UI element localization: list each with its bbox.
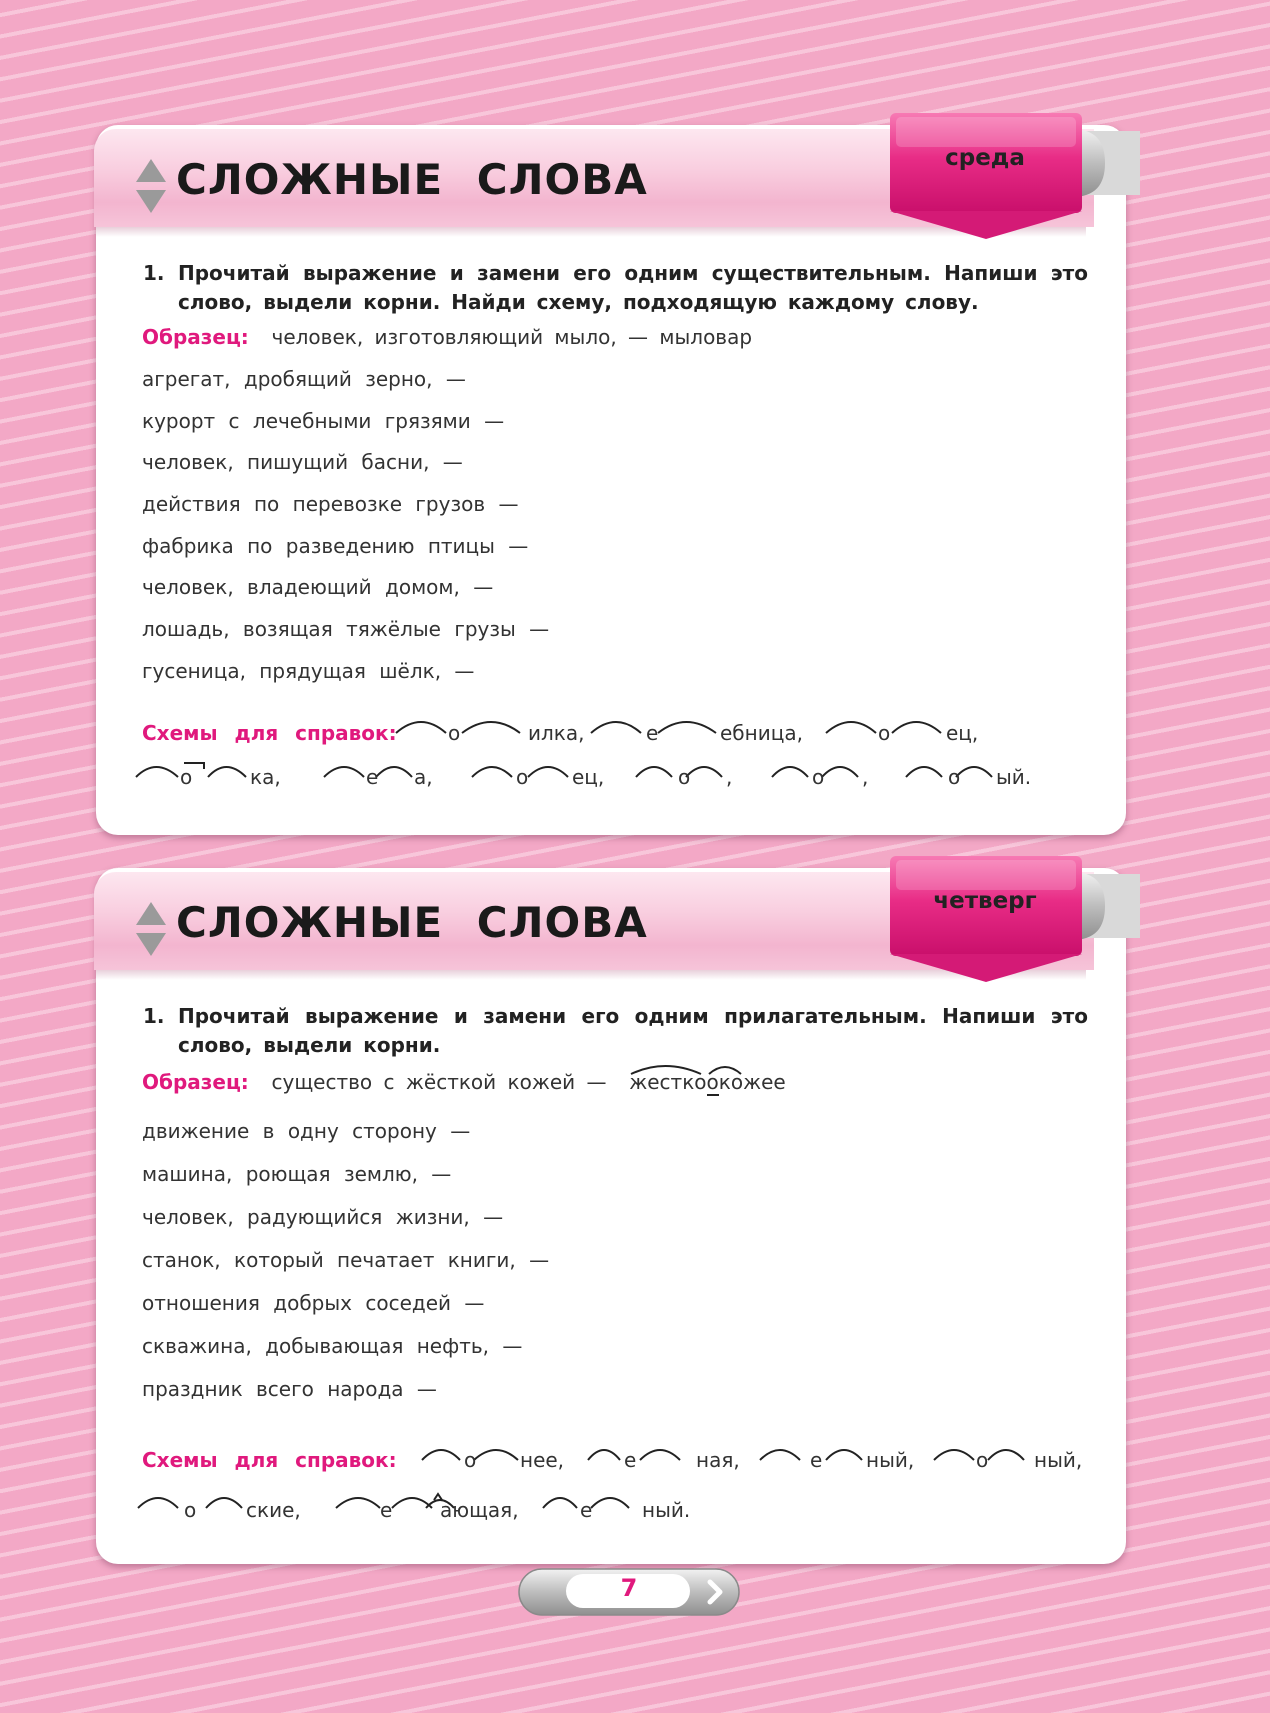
answer-row[interactable]: скважина, добывающая нефть, — [142, 1334, 523, 1358]
sample-label: Образец: [142, 1070, 249, 1094]
section-title: СЛОЖНЫЕ СЛОВА [176, 155, 648, 204]
answer-row[interactable]: движение в одну сторону — [142, 1119, 471, 1143]
task-instruction: 1. Прочитай выражение и замени его одним существительным. Напиши это слово, выдели корни. Найди схему, подходящую каждому слову. [143, 261, 1088, 314]
sample-line [142, 319, 752, 349]
day-tab [890, 856, 1140, 996]
answer-row[interactable]: человек, владеющий домом, — [142, 575, 494, 599]
answer-row[interactable]: человек, радующийся жизни, — [142, 1205, 504, 1229]
answer-row[interactable]: машина, роющая землю, — [142, 1162, 452, 1186]
day-tab [890, 113, 1140, 253]
answer-row[interactable]: станок, который печатает книги, — [142, 1248, 550, 1272]
schemes-label: Схемы для справок: [142, 1448, 397, 1472]
answer-row[interactable]: человек, пишущий басни, — [142, 450, 463, 474]
pencil-tab-icon [890, 856, 1140, 996]
exercise-card-thursday: СЛОЖНЫЕ СЛОВА четверг 1. Прочитай выражение и замени его одним прилагательным. Напиши это слово, выдели корни. Образец: существо с жёсткой кожей — жесткоокожее движение в одну сторону — машина, роющая землю, — человек, радующийся жизни, — станок, который печатает книги, — отношения добрых соседей — скважина, добывающая нефть, — праздник всего народа — Схемы для справок: о нее, е ная, е ный, о ный, о ские, е ающая, е ный. [96, 868, 1126, 1564]
pencil-tab-icon [890, 113, 1140, 253]
answer-row[interactable]: лошадь, возящая тяжёлые грузы — [142, 617, 550, 641]
answer-row[interactable]: фабрика по разведению птицы — [142, 534, 529, 558]
answer-row[interactable]: действия по перевозке грузов — [142, 492, 519, 516]
sample-text: человек, изготовляющий мыло, — мыловар [271, 325, 753, 349]
morpheme-arcs-icon [96, 1434, 1126, 1544]
schemes-label: Схемы для справок: [142, 721, 397, 745]
day-label: четверг [933, 888, 1037, 914]
task-instruction: 1. Прочитай выражение и замени его одним прилагательным. Напиши это слово, выдели корни. [143, 1004, 1088, 1057]
answer-row[interactable]: гусеница, прядущая шёлк, — [142, 659, 475, 683]
exercise-card-wednesday: СЛОЖНЫЕ СЛОВА среда 1. Прочитай выражение и замени его одним существительным. Напиши это слово, выдели корни. Найди схему, подходящую каждому слову. Образец: человек, изготовляющий мыло, — мыловар агрегат, дробящий зерно, — курорт с лечебными грязями — человек, пишущий басни, — действия по перевозке грузов — фабрика по разведению птицы — человек, владеющий домом, — лошадь, возящая тяжёлые грузы — гусеница, прядущая шёлк, — Схемы для справок: о илка, е ебница, о ец, о ка, е а, о ец, о , о , о ый. [96, 125, 1126, 835]
up-down-arrows-icon [134, 900, 168, 958]
task-number: 1. [143, 1004, 165, 1028]
task-number: 1. [143, 261, 165, 285]
answer-row[interactable]: агрегат, дробящий зерно, — [142, 367, 466, 391]
answer-row[interactable]: отношения добрых соседей — [142, 1291, 485, 1315]
up-down-arrows-icon [134, 157, 168, 215]
section-title: СЛОЖНЫЕ СЛОВА [176, 898, 648, 947]
sample-label: Образец: [142, 325, 249, 349]
page-indicator [518, 1568, 740, 1618]
root-arcs-icon [629, 1060, 749, 1076]
sample-line [142, 1064, 786, 1094]
answer-row[interactable]: праздник всего народа — [142, 1377, 437, 1401]
sample-answer: жесткоокожее [629, 1070, 786, 1094]
answer-row[interactable]: курорт с лечебными грязями — [142, 409, 505, 433]
page-number: 7 [620, 1574, 638, 1602]
day-label: среда [945, 145, 1025, 171]
sample-text: существо с жёсткой кожей — [271, 1070, 607, 1094]
